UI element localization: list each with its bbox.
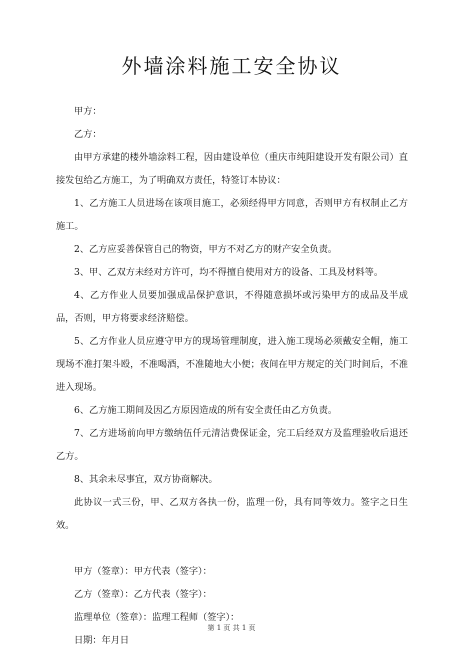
clause-6: 6、乙方施工期间及因乙方原因造成的所有安全责任由乙方负责。 — [74, 405, 338, 416]
spacer — [56, 537, 408, 560]
party-a-line: 甲方： — [74, 106, 102, 117]
signature-party-a: 甲方（签章）：甲方代表（签字）： — [74, 566, 212, 577]
signature-party-b: 乙方（签章）：乙方代表（签字）： — [74, 589, 212, 600]
clause-7: 7、乙方进场前向甲方缴纳伍仟元清洁费保证金，完工后经双方及监理验收后退还乙方。 — [56, 428, 408, 462]
signature-supervisor: 监理单位（签章）：监理工程师（签字）： — [74, 612, 240, 623]
party-b-line: 乙方： — [74, 129, 102, 140]
effectiveness-paragraph: 此协议一式三份，甲、乙双方各执一份，监理一份，具有同等效力。签字之日生效。 — [56, 497, 408, 531]
intro-paragraph: 由甲方承建的楼外墙涂料工程，因由建设单位（重庆市纯阳建设开发有限公司）直接发包给乙方施工，为了明确双方责任，特签订本协议： — [56, 152, 408, 186]
signature-date: 日期：年月日 — [74, 635, 130, 646]
clause-3: 3、甲、乙双方未经对方许可，均不得擅自使用对方的设备、工具及材料等。 — [74, 267, 384, 278]
page-footer: 第 1 页 共 1 页 — [207, 624, 256, 632]
clause-5: 5、乙方作业人员应遵守甲方的现场管理制度，进入施工现场必须戴安全帽，施工现场不准打架斗殴，不准喝酒，不准随地大小便；夜间在甲方规定的关门时间后，不准进入现场。 — [56, 336, 408, 393]
clause-4: 4、乙方作业人员要加强成品保护意识，不得随意损坏或污染甲方的成品及半成品，否则，甲方将要求经济赔偿。 — [56, 290, 408, 324]
document-body — [56, 100, 408, 652]
clause-8: 8、其余未尽事宜，双方协商解决。 — [74, 474, 218, 485]
clause-1: 1、乙方施工人员进场在该项目施工，必须经得甲方同意，否则甲方有权制止乙方施工。 — [56, 198, 408, 232]
document-title: 外墙涂料施工安全协议 — [121, 54, 342, 78]
clause-2: 2、乙方应妥善保管自己的物资，甲方不对乙方的财产安全负责。 — [74, 244, 338, 255]
